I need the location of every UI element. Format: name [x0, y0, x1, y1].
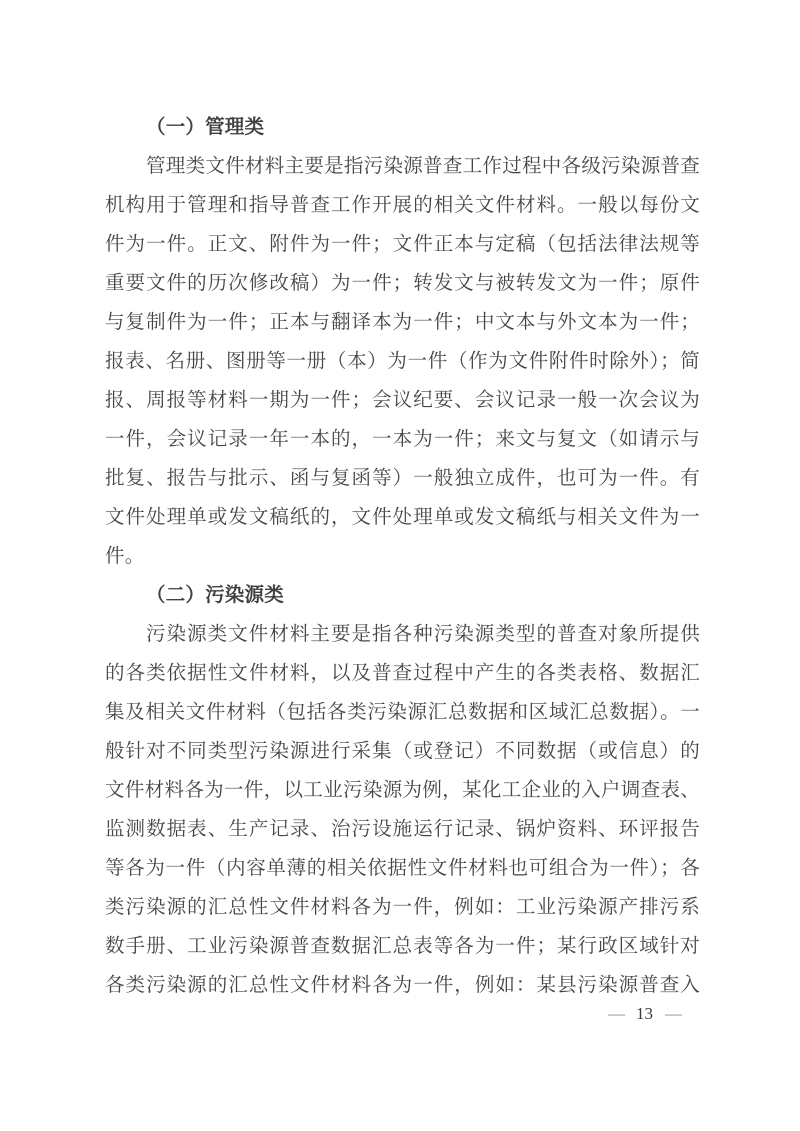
- text-line: 般针对不同类型污染源进行采集（或登记）不同数据（或信息）的: [105, 741, 700, 762]
- text-line: 件。: [105, 546, 145, 567]
- text-line: 件为一件。正文、附件为一件；文件正本与定稿（包括法律法规等: [105, 234, 700, 255]
- page-number: 13: [636, 1004, 653, 1023]
- text-line: 重要文件的历次修改稿）为一件；转发文与被转发文为一件；原件: [105, 273, 700, 294]
- text-line: 污染源类文件材料主要是指各种污染源类型的普查对象所提供: [146, 624, 700, 645]
- text-line: 的各类依据性文件材料，以及普查过程中产生的各类表格、数据汇: [105, 663, 700, 684]
- text-line: 等各为一件（内容单薄的相关依据性文件材料也可组合为一件）；各: [105, 858, 700, 879]
- text-line: 监测数据表、生产记录、治污设施运行记录、锅炉资料、环评报告: [105, 819, 700, 840]
- section-2-heading: （二）污染源类: [146, 585, 284, 606]
- text-line: 数手册、工业污染源普查数据汇总表等各为一件；某行政区域针对: [105, 936, 700, 957]
- page-footer: [608, 1001, 728, 1027]
- document-body: [105, 108, 700, 1005]
- text-line: 与复制件为一件；正本与翻译本为一件；中文本与外文本为一件；: [105, 312, 700, 333]
- footer-dash-left: —: [608, 1004, 624, 1023]
- text-line: 文件材料各为一件，以工业污染源为例，某化工企业的入户调查表、: [105, 780, 700, 801]
- section-1-heading: （一）管理类: [146, 117, 265, 138]
- text-line: 机构用于管理和指导普查工作开展的相关文件材料。一般以每份文: [105, 195, 700, 216]
- text-line: 批复、报告与批示、函与复函等）一般独立成件，也可为一件。有: [105, 468, 700, 489]
- text-line: 报、周报等材料一期为一件；会议纪要、会议记录一般一次会议为: [105, 390, 700, 411]
- text-line: 文件处理单或发文稿纸的，文件处理单或发文稿纸与相关文件为一: [105, 507, 700, 528]
- footer-dash-right: —: [665, 1004, 681, 1023]
- text-line: 报表、名册、图册等一册（本）为一件（作为文件附件时除外）；简: [105, 351, 700, 372]
- text-line: 管理类文件材料主要是指污染源普查工作过程中各级污染源普查: [146, 156, 700, 177]
- text-line: 集及相关文件材料（包括各类污染源汇总数据和区域汇总数据）。一: [105, 702, 700, 723]
- text-line: 一件，会议记录一年一本的，一本为一件；来文与复文（如请示与: [105, 429, 700, 450]
- text-line: 各类污染源的汇总性文件材料各为一件，例如：某县污染源普查入: [105, 975, 700, 996]
- text-line: 类污染源的汇总性文件材料各为一件，例如：工业污染源产排污系: [105, 897, 700, 918]
